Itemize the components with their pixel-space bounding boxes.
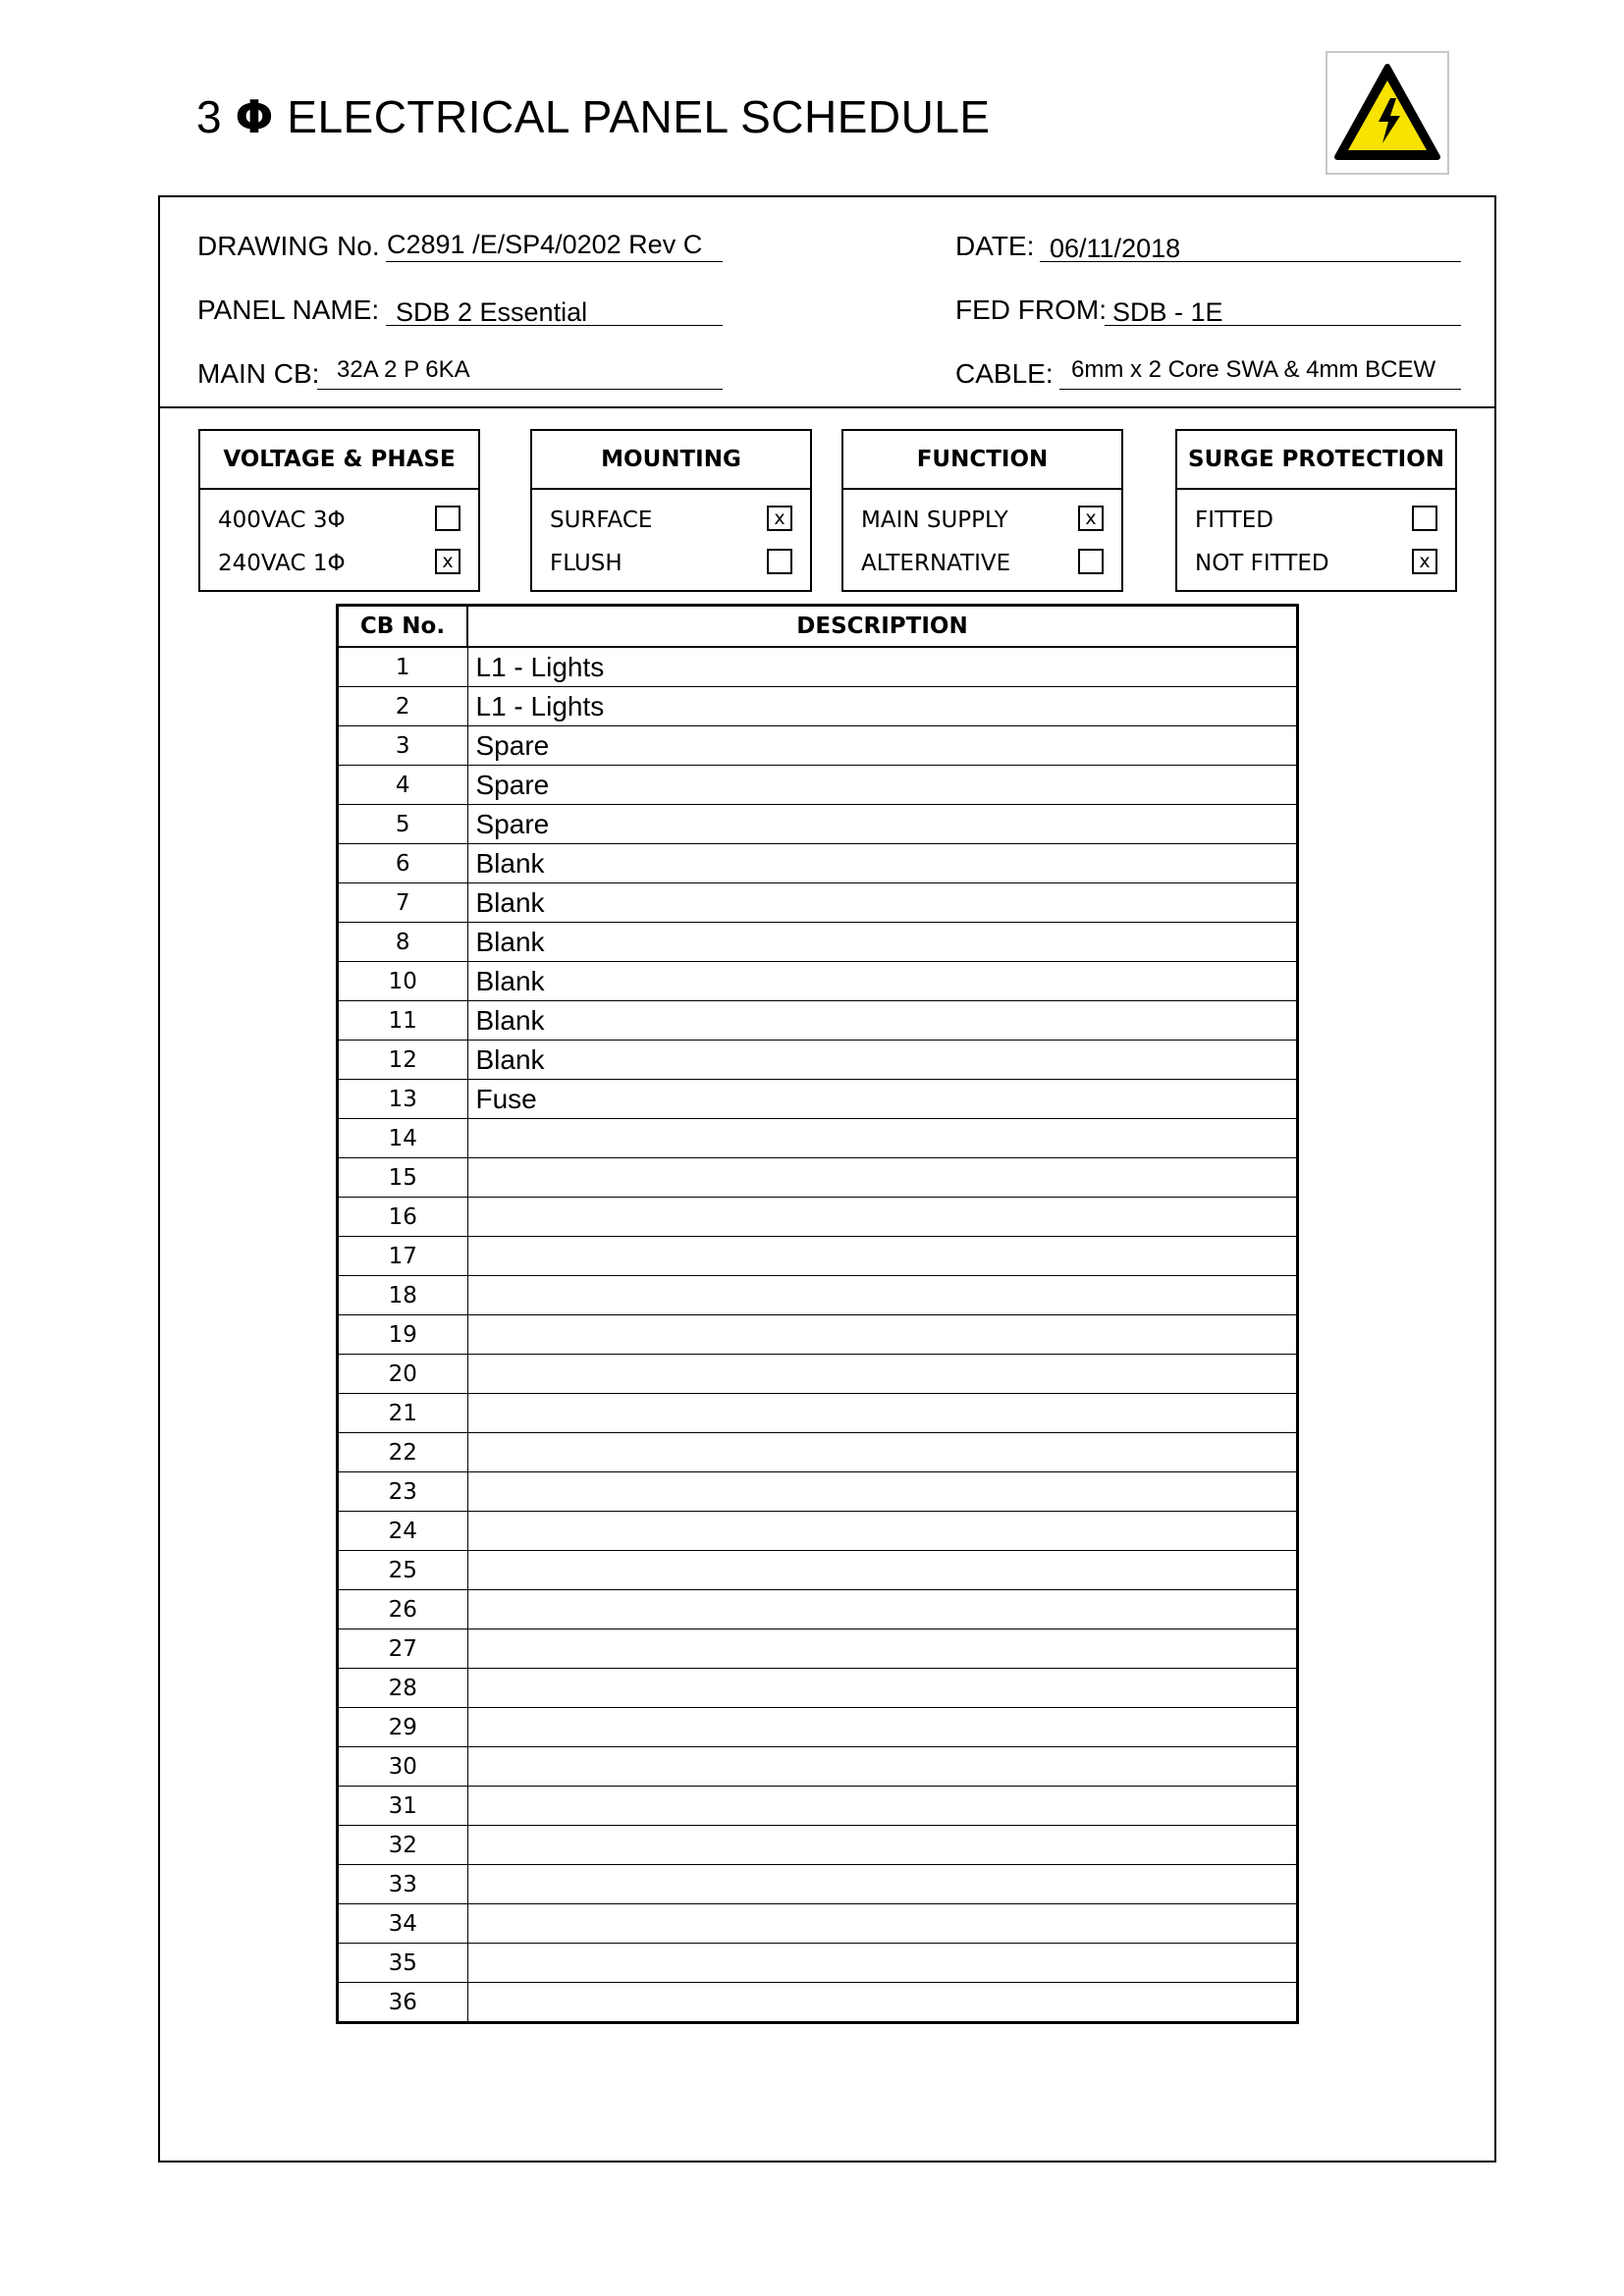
drawing-no-value: C2891 /E/SP4/0202 Rev C — [387, 230, 703, 259]
cb-number-cell: 12 — [338, 1041, 468, 1080]
cb-number-cell: 7 — [338, 883, 468, 923]
description-cell[interactable] — [467, 1158, 1298, 1198]
cb-number-cell: 29 — [338, 1708, 468, 1747]
description-cell[interactable] — [467, 1119, 1298, 1158]
function-heading: FUNCTION — [843, 431, 1121, 490]
table-row — [338, 1080, 1298, 1119]
table-row — [338, 1904, 1298, 1944]
cable-label: CABLE: — [955, 358, 1054, 389]
option-surface[interactable] — [550, 506, 792, 537]
description-cell[interactable]: Fuse — [467, 1080, 1298, 1119]
cb-number-cell: 8 — [338, 923, 468, 962]
cb-number-cell: 17 — [338, 1237, 468, 1276]
option-label: ALTERNATIVE — [861, 551, 1011, 576]
table-row — [338, 647, 1298, 687]
surge-protection-box — [1175, 429, 1457, 592]
cb-number-cell: 15 — [338, 1158, 468, 1198]
cb-number-cell: 13 — [338, 1080, 468, 1119]
date-value: 06/11/2018 — [1050, 234, 1181, 263]
description-cell[interactable] — [467, 1237, 1298, 1276]
checkbox[interactable]: x — [1412, 549, 1437, 574]
description-cell[interactable]: Blank — [467, 923, 1298, 962]
description-cell[interactable]: Blank — [467, 883, 1298, 923]
circuit-schedule-table — [336, 604, 1299, 2024]
function-box — [841, 429, 1123, 592]
checkbox[interactable]: x — [435, 549, 460, 574]
option-fitted[interactable] — [1195, 506, 1437, 537]
description-cell[interactable]: Blank — [467, 844, 1298, 883]
cb-number-cell: 19 — [338, 1315, 468, 1355]
description-cell[interactable]: L1 - Lights — [467, 647, 1298, 687]
table-row — [338, 1787, 1298, 1826]
table-header-row — [338, 606, 1298, 648]
panel-name-label: PANEL NAME: — [197, 294, 380, 325]
description-cell[interactable] — [467, 1944, 1298, 1983]
cb-number-cell: 1 — [338, 647, 468, 687]
option-alternative[interactable] — [861, 549, 1104, 580]
option-label: FITTED — [1195, 507, 1273, 533]
table-row — [338, 1198, 1298, 1237]
cb-number-cell: 34 — [338, 1904, 468, 1944]
date-label: DATE: — [955, 231, 1035, 261]
description-header: DESCRIPTION — [467, 606, 1298, 648]
table-row — [338, 805, 1298, 844]
description-cell[interactable]: Blank — [467, 962, 1298, 1001]
drawing-no-field — [197, 219, 723, 262]
surge-protection-heading: SURGE PROTECTION — [1177, 431, 1455, 490]
table-row — [338, 1355, 1298, 1394]
mounting-heading: MOUNTING — [532, 431, 810, 490]
cb-no-header: CB No. — [338, 606, 468, 648]
checkbox[interactable]: x — [1078, 506, 1104, 531]
table-row — [338, 1944, 1298, 1983]
option-label: FLUSH — [550, 551, 623, 576]
table-row — [338, 1669, 1298, 1708]
table-row — [338, 1001, 1298, 1041]
checkbox[interactable] — [435, 506, 460, 531]
cb-number-cell: 22 — [338, 1433, 468, 1472]
description-cell[interactable] — [467, 1315, 1298, 1355]
header-divider — [160, 406, 1494, 408]
table-row — [338, 1590, 1298, 1629]
cb-number-cell: 26 — [338, 1590, 468, 1629]
cb-number-cell: 14 — [338, 1119, 468, 1158]
cb-number-cell: 32 — [338, 1826, 468, 1865]
table-row — [338, 1472, 1298, 1512]
cb-number-cell: 11 — [338, 1001, 468, 1041]
description-cell[interactable] — [467, 1433, 1298, 1472]
option-label: SURFACE — [550, 507, 653, 533]
cb-number-cell: 3 — [338, 726, 468, 766]
fed-from-value: SDB - 1E — [1112, 297, 1223, 327]
option-not-fitted[interactable] — [1195, 549, 1437, 580]
date-field — [955, 219, 1461, 262]
table-row — [338, 923, 1298, 962]
option-label: 400VAC 3Φ — [218, 507, 346, 533]
cb-number-cell: 6 — [338, 844, 468, 883]
checkbox[interactable] — [1412, 506, 1437, 531]
description-cell[interactable] — [467, 1983, 1298, 2023]
checkbox[interactable]: x — [767, 506, 792, 531]
description-cell[interactable]: Spare — [467, 726, 1298, 766]
table-row — [338, 1315, 1298, 1355]
panel-name-field — [197, 283, 723, 326]
option-label: MAIN SUPPLY — [861, 507, 1008, 533]
table-row — [338, 687, 1298, 726]
table-row — [338, 1119, 1298, 1158]
description-cell[interactable] — [467, 1787, 1298, 1826]
option-400vac[interactable] — [218, 506, 460, 537]
cb-number-cell: 25 — [338, 1551, 468, 1590]
cb-number-cell: 27 — [338, 1629, 468, 1669]
title-prefix: 3 — [196, 91, 223, 142]
description-cell[interactable]: Spare — [467, 766, 1298, 805]
cb-number-cell: 16 — [338, 1198, 468, 1237]
table-row — [338, 1041, 1298, 1080]
mounting-box — [530, 429, 812, 592]
cb-number-cell: 33 — [338, 1865, 468, 1904]
description-cell[interactable] — [467, 1708, 1298, 1747]
option-label: NOT FITTED — [1195, 551, 1329, 576]
phase-symbol: Φ — [235, 90, 274, 143]
table-row — [338, 1512, 1298, 1551]
checkbox[interactable] — [1078, 549, 1104, 574]
description-cell[interactable] — [467, 1590, 1298, 1629]
cb-number-cell: 30 — [338, 1747, 468, 1787]
page-title — [196, 90, 991, 143]
cb-number-cell: 21 — [338, 1394, 468, 1433]
table-row — [338, 726, 1298, 766]
option-main-supply[interactable] — [861, 506, 1104, 537]
cb-number-cell: 35 — [338, 1944, 468, 1983]
description-cell[interactable] — [467, 1865, 1298, 1904]
description-cell[interactable] — [467, 1276, 1298, 1315]
table-row — [338, 1551, 1298, 1590]
table-row — [338, 844, 1298, 883]
description-cell[interactable] — [467, 1904, 1298, 1944]
description-cell[interactable] — [467, 1629, 1298, 1669]
table-row — [338, 1983, 1298, 2023]
description-cell[interactable]: L1 - Lights — [467, 687, 1298, 726]
option-flush[interactable] — [550, 549, 792, 580]
cb-number-cell: 20 — [338, 1355, 468, 1394]
cb-number-cell: 4 — [338, 766, 468, 805]
description-cell[interactable] — [467, 1551, 1298, 1590]
table-row — [338, 1865, 1298, 1904]
cb-number-cell: 24 — [338, 1512, 468, 1551]
fed-from-field — [955, 283, 1461, 326]
description-cell[interactable]: Blank — [467, 1001, 1298, 1041]
cable-value: 6mm x 2 Core SWA & 4mm BCEW — [1071, 356, 1436, 383]
cb-number-cell: 2 — [338, 687, 468, 726]
description-cell[interactable] — [467, 1355, 1298, 1394]
option-240vac[interactable] — [218, 549, 460, 580]
table-row — [338, 766, 1298, 805]
description-cell[interactable] — [467, 1394, 1298, 1433]
description-cell[interactable] — [467, 1198, 1298, 1237]
checkbox[interactable] — [767, 549, 792, 574]
panel-name-value: SDB 2 Essential — [396, 297, 588, 327]
title-text: ELECTRICAL PANEL SCHEDULE — [287, 91, 991, 142]
table-row — [338, 1276, 1298, 1315]
description-cell[interactable]: Spare — [467, 805, 1298, 844]
cb-number-cell: 36 — [338, 1983, 468, 2023]
voltage-phase-heading: VOLTAGE & PHASE — [200, 431, 478, 490]
table-row — [338, 1237, 1298, 1276]
table-body — [338, 647, 1298, 2023]
cb-number-cell: 23 — [338, 1472, 468, 1512]
cb-number-cell: 10 — [338, 962, 468, 1001]
main-cb-label: MAIN CB: — [197, 358, 320, 389]
logo — [1326, 51, 1449, 175]
table-row — [338, 1708, 1298, 1747]
description-cell[interactable] — [467, 1747, 1298, 1787]
table-row — [338, 1747, 1298, 1787]
cb-number-cell: 28 — [338, 1669, 468, 1708]
table-row — [338, 1826, 1298, 1865]
main-cb-value: 32A 2 P 6KA — [337, 356, 470, 383]
description-cell[interactable]: Blank — [467, 1041, 1298, 1080]
option-label: 240VAC 1Φ — [218, 551, 346, 576]
description-cell[interactable] — [467, 1669, 1298, 1708]
description-cell[interactable] — [467, 1512, 1298, 1551]
table-row — [338, 1629, 1298, 1669]
description-cell[interactable] — [467, 1826, 1298, 1865]
fed-from-label: FED FROM: — [955, 294, 1107, 325]
cb-number-cell: 31 — [338, 1787, 468, 1826]
description-cell[interactable] — [467, 1472, 1298, 1512]
cb-number-cell: 5 — [338, 805, 468, 844]
table-row — [338, 1394, 1298, 1433]
voltage-phase-box — [198, 429, 480, 592]
drawing-no-label: DRAWING No. — [197, 231, 380, 261]
high-voltage-warning-icon — [1331, 61, 1443, 165]
table-row — [338, 1158, 1298, 1198]
table-row — [338, 962, 1298, 1001]
table-row — [338, 1433, 1298, 1472]
cable-field — [955, 347, 1461, 390]
cb-number-cell: 18 — [338, 1276, 468, 1315]
main-cb-field — [197, 347, 723, 390]
table-row — [338, 883, 1298, 923]
